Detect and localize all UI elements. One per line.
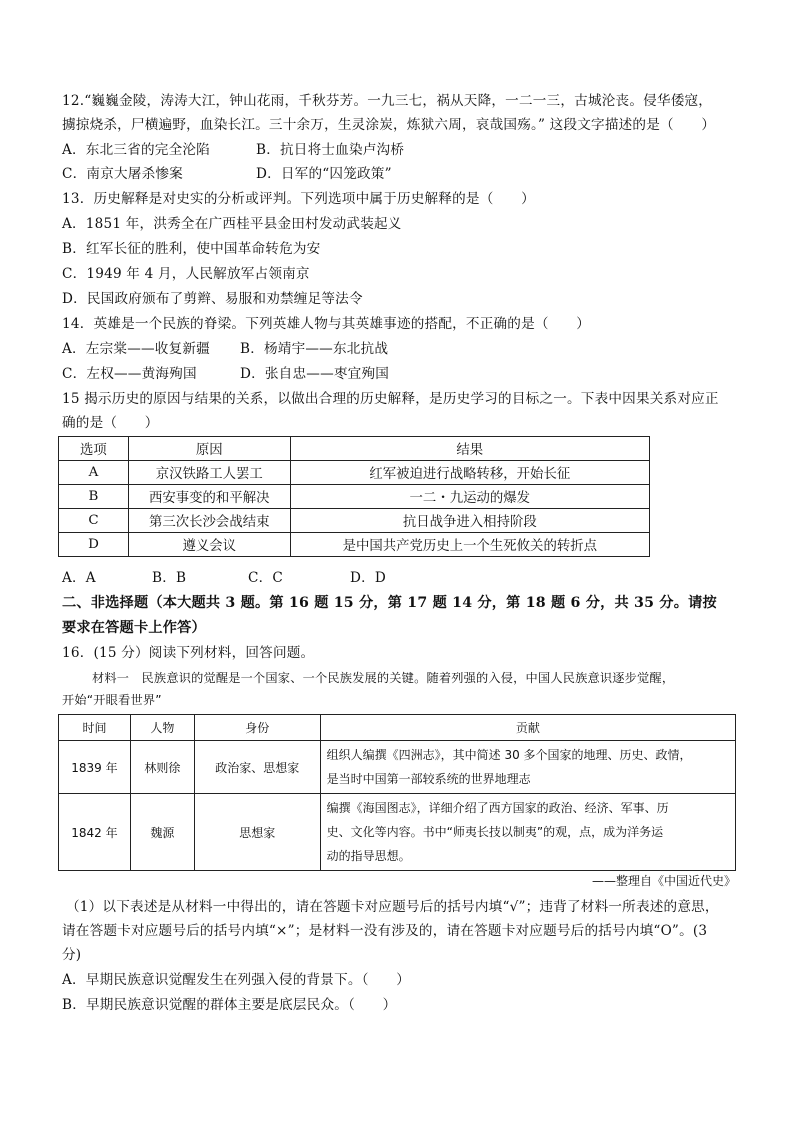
table-cell: 林则徐 xyxy=(130,741,194,794)
table-cell: 西安事变的和平解决 xyxy=(128,485,290,509)
contribution-line: 动的指导思想。 xyxy=(326,849,411,863)
q12-option-b: B．抗日将士血染卢沟桥 xyxy=(256,142,405,158)
table-cell: 思想家 xyxy=(194,794,320,871)
q15-option-d: D．D xyxy=(350,570,386,586)
table-cell: A xyxy=(59,461,129,485)
q13-option-b: B．红军长征的胜利，使中国革命转危为安 xyxy=(62,241,321,257)
table-cell: 是中国共产党历史上一个生死攸关的转折点 xyxy=(290,533,649,557)
section2-heading-line2: 要求在答题卡上作答） xyxy=(62,620,206,636)
q15-option-b: B．B xyxy=(152,570,187,586)
q16-statement-b: B．早期民族意识觉醒的群体主要是底层民众。（ ） xyxy=(62,997,397,1013)
q16-sub1-line3: 分) xyxy=(62,947,82,963)
q16-table-header xyxy=(59,715,736,741)
q15-options xyxy=(62,568,742,588)
table-cell: 1839 年 xyxy=(59,741,131,794)
q15-header-option: 选项 xyxy=(59,437,129,461)
q14-option-d: D．张自忠——枣宜殉国 xyxy=(240,366,390,382)
q16-source-citation: ——整理自《中国近代史》 xyxy=(591,874,736,888)
q16-stem: 16．(15 分）阅读下列材料，回答问题。 xyxy=(62,645,315,661)
q13-option-d: D．民国政府颁布了剪辫、易服和劝禁缠足等法令 xyxy=(62,291,363,307)
table-cell xyxy=(320,794,735,871)
table-row xyxy=(59,741,736,794)
q15-stem-line2: 确的是（ ） xyxy=(62,415,159,431)
q14-option-a: A．左宗棠——收复新疆 xyxy=(62,341,210,357)
table-cell: C xyxy=(59,509,129,533)
q15-table-header xyxy=(59,437,650,461)
table-row xyxy=(59,533,650,557)
table-cell: D xyxy=(59,533,129,557)
contribution-line: 组织人编撰《四洲志》，其中简述 30 多个国家的地理、历史、政情， xyxy=(326,748,692,762)
table-cell: 遵义会议 xyxy=(128,533,290,557)
q16-sub1-line2: 请在答题卡对应题号后的括号内填“×”；是材料一没有涉及的，请在答题卡对应题号后的括号内填“O”。(3 xyxy=(62,923,708,939)
q16-header-time: 时间 xyxy=(59,715,131,741)
q15-header-cause: 原因 xyxy=(128,437,290,461)
q16-header-contribution: 贡献 xyxy=(320,715,735,741)
q12-stem-line1: 12.“巍巍金陵，涛涛大江，钟山花雨，千秋芬芳。一九三七，祸从天降，一二一三，古城沦丧。侵华倭寇， xyxy=(62,93,713,109)
q16-statement-a: A．早期民族意识觉醒发生在列强入侵的背景下。（ ） xyxy=(62,972,411,988)
q15-option-a: A．A xyxy=(62,570,96,586)
table-cell: 一二・九运动的爆发 xyxy=(290,485,649,509)
q12-option-c: C．南京大屠杀惨案 xyxy=(62,166,183,182)
q12-stem-line2: 擄掠烧杀，尸横遍野，血染长江。三十余万，生灵涂炭，炼狱六周，哀哉国殇。” 这段文字描述的是（ ） xyxy=(62,117,716,133)
q16-header-identity: 身份 xyxy=(194,715,320,741)
q14-options-row2 xyxy=(62,364,742,384)
q15-stem-line1: 15 揭示历史的原因与结果的关系，以做出合理的历史解释，是历史学习的目标之一。下表中因果关系对应正 xyxy=(62,391,719,407)
q16-material1-line2: 开始“开眼看世界” xyxy=(62,693,162,707)
contribution-line: 史、文化等内容。书中“师夷长技以制夷”的观，点，成为洋务运 xyxy=(326,825,664,839)
table-cell: 政治家、思想家 xyxy=(194,741,320,794)
q15-header-result: 结果 xyxy=(290,437,649,461)
table-cell xyxy=(320,741,735,794)
table-cell: 魏源 xyxy=(130,794,194,871)
q16-header-person: 人物 xyxy=(130,715,194,741)
q14-option-c: C．左权——黄海殉国 xyxy=(62,366,197,382)
table-cell: 1842 年 xyxy=(59,794,131,871)
table-row xyxy=(59,461,650,485)
q13-option-c: C．1949 年 4 月，人民解放军占领南京 xyxy=(62,266,310,282)
q12-option-d: D．日军的“囚笼政策” xyxy=(256,166,392,182)
table-cell: B xyxy=(59,485,129,509)
q14-option-b: B．杨靖宇——东北抗战 xyxy=(240,341,389,357)
q14-options-row1 xyxy=(62,339,742,359)
q16-material1-line1: 材料一 民族意识的觉醒是一个国家、一个民族发展的关键。随着列强的入侵，中国人民族意识逐步觉醒， xyxy=(92,671,675,685)
q12-option-a: A．东北三省的完全沦陷 xyxy=(62,142,210,158)
q12-options-row1 xyxy=(62,140,742,160)
section2-heading-line1: 二、非选择题（本大题共 3 题。第 16 题 15 分，第 17 题 14 分，第 18 题 6 分，共 35 分。请按 xyxy=(62,595,717,611)
q14-stem: 14．英雄是一个民族的脊梁。下列英雄人物与其英雄事迹的搭配，不正确的是（ ） xyxy=(62,316,591,332)
q16-table xyxy=(58,714,736,871)
table-cell: 抗日战争进入相持阶段 xyxy=(290,509,649,533)
q13-option-a: A．1851 年，洪秀全在广西桂平县金田村发动武装起义 xyxy=(62,216,402,232)
table-cell: 京汉铁路工人罢工 xyxy=(128,461,290,485)
q12-options-row2 xyxy=(62,164,742,184)
q15-option-c: C．C xyxy=(248,570,283,586)
contribution-line: 编撰《海国图志》，详细介绍了西方国家的政治、经济、军事、历 xyxy=(326,801,669,815)
q13-stem: 13．历史解释是对史实的分析或评判。下列选项中属于历史解释的是（ ） xyxy=(62,191,535,207)
table-row xyxy=(59,485,650,509)
table-row xyxy=(59,794,736,871)
q16-sub1-line1: （1）以下表述是从材料一中得出的，请在答题卡对应题号后的括号内填“√”；违背了材料一所表述的意思， xyxy=(66,899,719,915)
table-row xyxy=(59,509,650,533)
q15-table xyxy=(58,436,650,557)
table-cell: 第三次长沙会战结束 xyxy=(128,509,290,533)
contribution-line: 是当时中国第一部较系统的世界地理志 xyxy=(326,772,531,786)
table-cell: 红军被迫进行战略转移，开始长征 xyxy=(290,461,649,485)
